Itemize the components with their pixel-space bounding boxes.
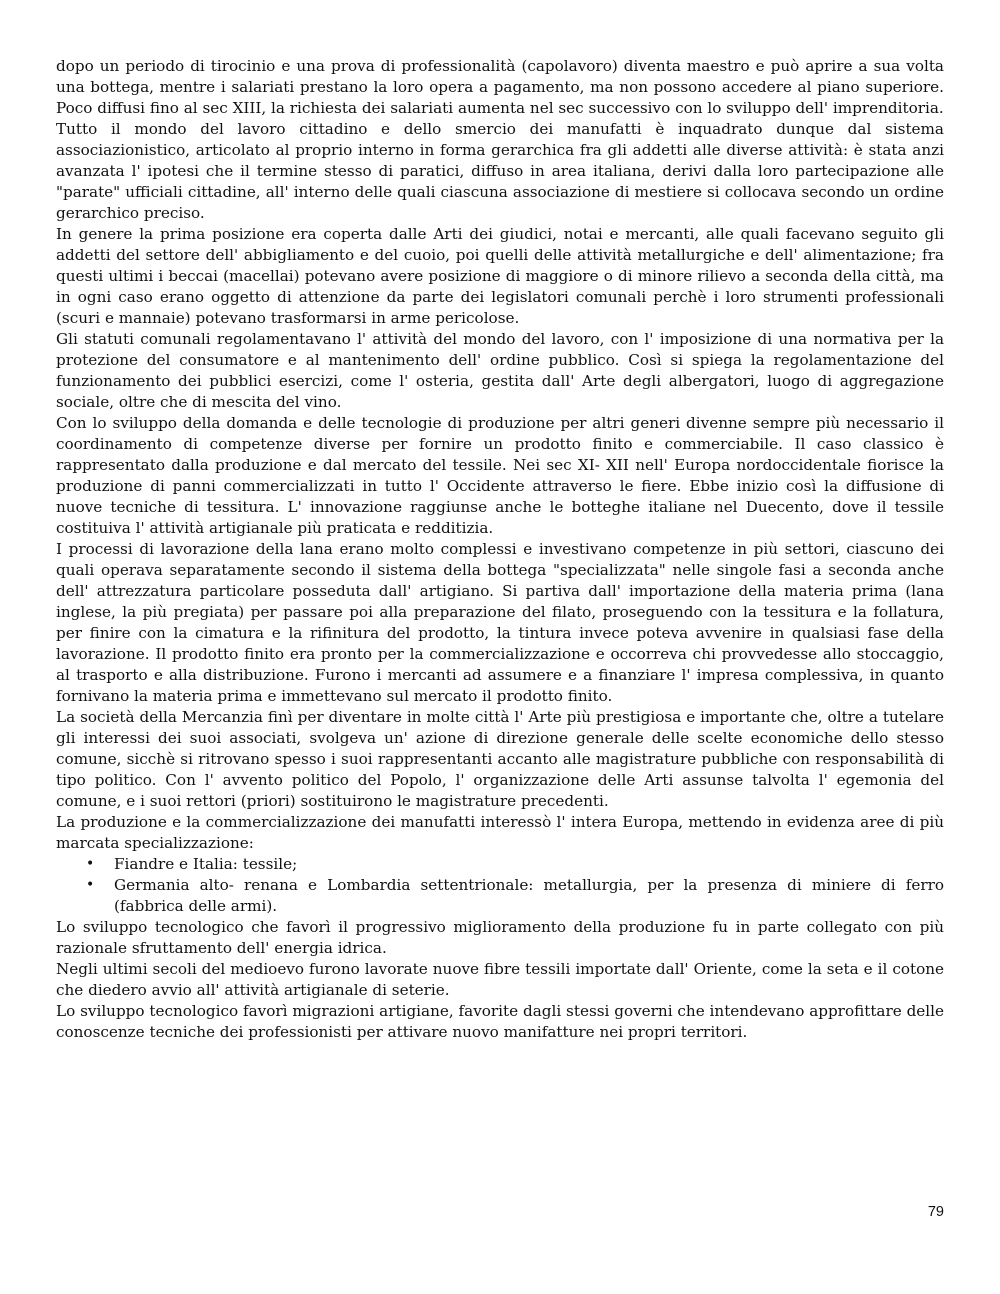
bullet-icon: • (86, 877, 95, 893)
paragraph: Tutto il mondo del lavoro cittadino e dello smercio dei manufatti è inquadrato dunque dal sistema associazionistico, articolato al proprio interno in forma gerarchica fra gli addetti alle diverse attività: è stata anzi avanzata l' ipotesi che il termine stesso di paratici, diffuso in area italiana, derivi dalla loro partecipazione alle "parate" ufficiali cittadine, all' interno delle quali ciascuna associazione di mestiere si collocava secondo un ordine gerarchico preciso. (56, 120, 944, 222)
list-item-text: Germania alto- renana e Lombardia settentrionale: metallurgia, per la presenza di miniere di ferro (fabbrica delle armi). (114, 876, 944, 915)
paragraph: In genere la prima posizione era coperta dalle Arti dei giudici, notai e mercanti, alle quali facevano seguito gli addetti del settore dell' abbigliamento e del cuoio, poi quelli delle attività metallurgiche e dell' alimentazione; fra questi ultimi i beccai (macellai) potevano avere posizione di maggiore o di minore rilievo a seconda della città, ma in ogni caso erano oggetto di attenzione da parte dei legislatori comunali perchè i loro strumenti professionali (scuri e mannaie) potevano trasformarsi in arme pericolose. (56, 225, 944, 327)
paragraph: I processi di lavorazione della lana erano molto complessi e investivano competenze in più settori, ciascuno dei quali operava separatamente secondo il sistema della bottega "specializzata" nelle singole fasi a seconda anche dell' attrezzatura particolare posseduta dall' artigiano. Si partiva dall' importazione della materia prima (lana inglese, la più pregiata) per passare poi alla preparazione del filato, proseguendo con la tessitura e la follatura, per finire con la cimatura e la rifinitura del prodotto, la tintura invece poteva avvenire in qualsiasi fase della lavorazione. Il prodotto finito era pronto per la commercializzazione e occorreva chi provvedesse allo stoccaggio, al trasporto e alla distribuzione. Furono i mercanti ad assumere e a finanziare l' impresa complessiva, in quanto fornivano la materia prima e immettevano sul mercato il prodotto finito. (56, 540, 944, 705)
document-page (56, 56, 944, 1043)
paragraph: Lo sviluppo tecnologico che favorì il progressivo miglioramento della produzione fu in parte collegato con più razionale sfruttamento dell' energia idrica. (56, 918, 944, 957)
list-item-text: Fiandre e Italia: tessile; (114, 855, 298, 873)
bullet-list (56, 854, 944, 917)
bullet-icon: • (86, 856, 95, 872)
paragraph: Lo sviluppo tecnologico favorì migrazioni artigiane, favorite dagli stessi governi che intendevano approfittare delle conoscenze tecniche dei professionisti per attivare nuovo manifatture nei propri territori. (56, 1002, 944, 1041)
paragraph: La produzione e la commercializzazione dei manufatti interessò l' intera Europa, mettendo in evidenza aree di più marcata specializzazione: (56, 813, 944, 852)
paragraph: La società della Mercanzia finì per diventare in molte città l' Arte più prestigiosa e importante che, oltre a tutelare gli interessi dei suoi associati, svolgeva un' azione di direzione generale delle scelte economiche dello stesso comune, sicchè si ritrovano spesso i suoi rappresentanti accanto alle magistrature pubbliche con responsabilità di tipo politico. Con l' avvento politico del Popolo, l' organizzazione delle Arti assunse talvolta l' egemonia del comune, e i suoi rettori (priori) sostituirono le magistrature precedenti. (56, 708, 944, 810)
paragraph: Gli statuti comunali regolamentavano l' attività del mondo del lavoro, con l' imposizione di una normativa per la protezione del consumatore e al mantenimento dell' ordine pubblico. Così si spiega la regolamentazione del funzionamento dei pubblici esercizi, come l' osteria, gestita dall' Arte degli albergatori, luogo di aggregazione sociale, oltre che di mescita del vino. (56, 330, 944, 411)
paragraph: dopo un periodo di tirocinio e una prova di professionalità (capolavoro) diventa maestro e può aprire a sua volta una bottega, mentre i salariati prestano la loro opera a pagamento, ma non possono accedere al piano superiore. Poco diffusi fino al sec XIII, la richiesta dei salariati aumenta nel sec successivo con lo sviluppo dell' imprenditoria. (56, 57, 944, 117)
page-number: 79 (927, 1204, 944, 1220)
paragraph: Negli ultimi secoli del medioevo furono lavorate nuove fibre tessili importate dall' Oriente, come la seta e il cotone che diedero avvio all' attività artigianale di seterie. (56, 960, 944, 999)
list-item (56, 875, 944, 917)
list-item (56, 854, 944, 875)
paragraph: Con lo sviluppo della domanda e delle tecnologie di produzione per altri generi divenne sempre più necessario il coordinamento di competenze diverse per fornire un prodotto finito e commerciabile. Il caso classico è rappresentato dalla produzione e dal mercato del tessile. Nei sec XI- XII nell' Europa nordoccidentale fiorisce la produzione di panni commercializzati in tutto l' Occidente attraverso le fiere. Ebbe inizio così la diffusione di nuove tecniche di tessitura. L' innovazione raggiunse anche le botteghe italiane nel Duecento, dove il tessile costituiva l' attività artigianale più praticata e redditizia. (56, 414, 944, 537)
